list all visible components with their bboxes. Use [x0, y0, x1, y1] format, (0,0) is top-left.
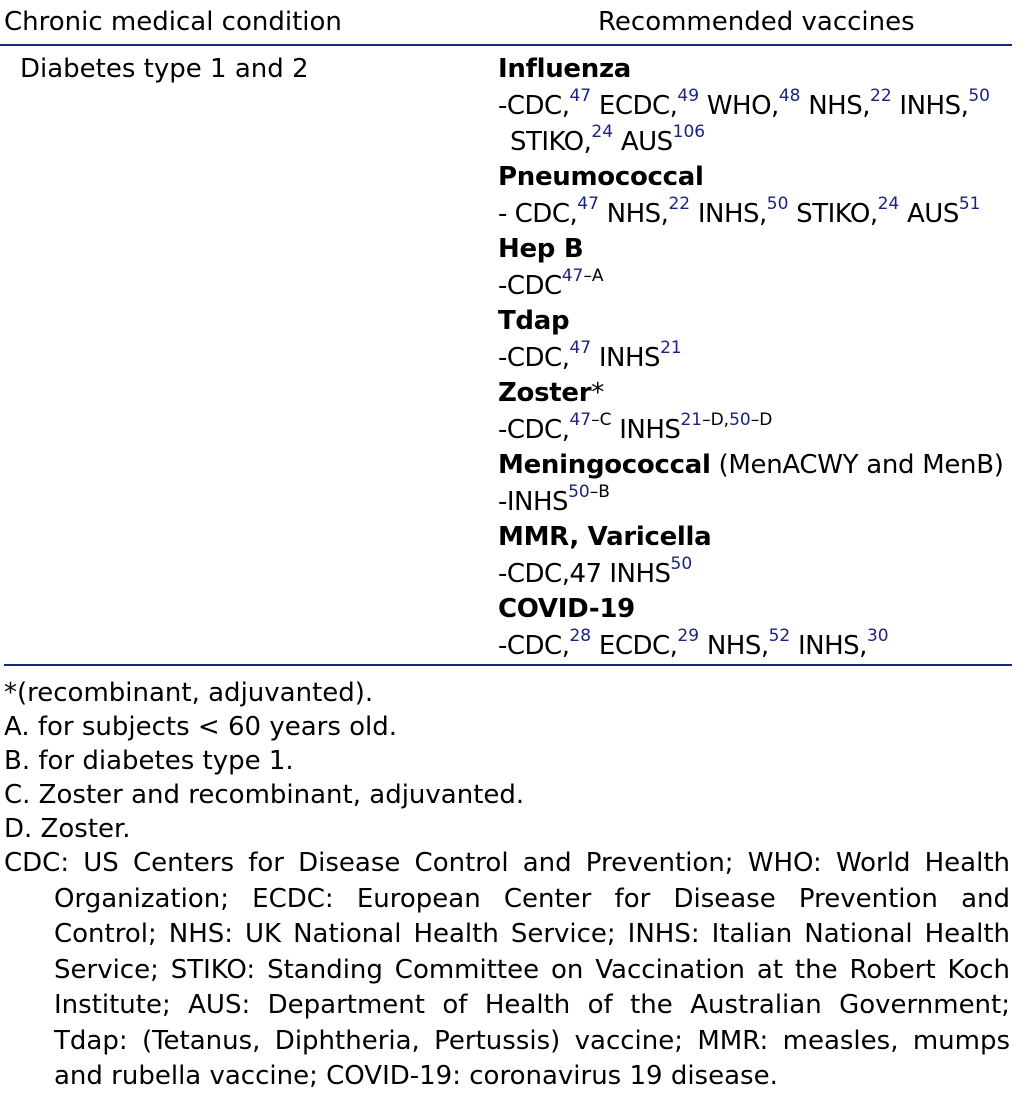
source-agency: -CDC,	[498, 415, 570, 445]
source-agency: NHS,	[699, 631, 769, 661]
footnote-c: C. Zoster and recombinant, adjuvanted.	[4, 780, 525, 810]
vaccine-name	[498, 592, 1010, 628]
footnote-marker: –A	[583, 266, 604, 287]
source-agency: INHS	[591, 343, 661, 373]
reference-link[interactable]: 21	[660, 338, 682, 359]
footnote-marker: –B	[589, 482, 610, 503]
reference-link[interactable]: 52	[768, 626, 791, 647]
vaccine-name-text: Tdap	[498, 306, 570, 336]
source-agency: -CDC	[498, 271, 562, 301]
vaccine-name	[498, 232, 1010, 268]
source-agency: -CDC,	[498, 631, 570, 661]
vaccines-cell	[498, 52, 1010, 664]
reference-link[interactable]: 50	[568, 482, 590, 503]
reference-link[interactable]: 30	[866, 626, 889, 647]
reference-link[interactable]: 48	[778, 86, 801, 107]
vaccine-name	[498, 376, 1010, 412]
reference-link[interactable]: 50	[729, 410, 751, 431]
source-agency: WHO,	[699, 91, 779, 121]
source-agency: INHS	[611, 415, 681, 445]
source-agency: STIKO,	[510, 127, 592, 157]
vaccine-name-suffix: *	[591, 378, 604, 408]
reference-link[interactable]: 47	[569, 410, 592, 431]
source-agency: STIKO,	[788, 199, 878, 229]
source-agency: -INHS	[498, 487, 569, 517]
vaccine-sources-line	[498, 268, 1010, 304]
vaccine-name-text: Influenza	[498, 54, 632, 84]
reference-link[interactable]: 51	[958, 194, 981, 215]
vaccine-name-text: MMR, Varicella	[498, 522, 712, 552]
reference-link[interactable]: 22	[870, 86, 892, 107]
table-notes	[4, 676, 1010, 1095]
reference-link[interactable]: 47	[569, 338, 592, 359]
reference-link[interactable]: 21	[680, 410, 703, 431]
vaccine-name	[498, 160, 1010, 196]
source-agency: -CDC,	[498, 91, 570, 121]
vaccine-sources-line	[498, 88, 1010, 124]
table-header-row	[0, 0, 1012, 46]
table-bottom-rule	[4, 664, 1012, 666]
reference-link[interactable]: 106	[672, 122, 706, 143]
footnote-b: B. for diabetes type 1.	[4, 746, 294, 776]
footnote-marker: –D	[750, 410, 773, 431]
vaccine-name-text: Hep B	[498, 234, 584, 264]
reference-link[interactable]: 50	[670, 554, 693, 575]
vaccine-name-text: Meningococcal	[498, 450, 711, 480]
footnote-asterisk: *(recombinant, adjuvanted).	[4, 678, 374, 708]
footnote-marker: –C	[591, 410, 612, 431]
vaccine-name	[498, 304, 1010, 340]
reference-link[interactable]: 24	[591, 122, 614, 143]
abbreviations-note: CDC: US Centers for Disease Control and Prevention; WHO: World Health Organization; ECDC: European Center for Disease Prevention and Control; NHS: UK National Health Service; INHS: Italian National Health Service; STIKO: Standing Committee on Vaccination at the Robert Koch Institute; AUS: Department of Health of the Australian Government; Tdap: (Tetanus, Diphtheria, Pertussis) vaccine; MMR: measles, mumps and rubella vaccine; COVID-19: coronavirus 19 disease.	[4, 848, 1010, 1091]
vaccine-sources-line	[498, 412, 1010, 448]
source-agency: - CDC,	[498, 199, 578, 229]
source-agency: ECDC,	[591, 91, 678, 121]
reference-link[interactable]: 49	[677, 86, 700, 107]
vaccine-name	[498, 520, 1010, 556]
reference-link[interactable]: 47	[561, 266, 584, 287]
footnote-marker: –D,	[702, 410, 730, 431]
reference-link[interactable]: 24	[877, 194, 900, 215]
reference-link[interactable]: 50	[766, 194, 789, 215]
footnote-a: A. for subjects < 60 years old.	[4, 712, 398, 742]
reference-link[interactable]: 47	[577, 194, 599, 215]
header-vaccines: Recommended vaccines	[598, 7, 915, 37]
reference-link[interactable]: 50	[968, 86, 990, 107]
source-agency: AUS	[899, 199, 959, 229]
source-agency: INHS,	[891, 91, 969, 121]
reference-link[interactable]: 47	[569, 86, 592, 107]
source-agency: -CDC,47 INHS	[498, 559, 671, 589]
vaccine-sources-line	[498, 556, 1010, 592]
vaccine-sources-line	[498, 196, 1010, 232]
vaccine-name-text: Pneumococcal	[498, 162, 704, 192]
vaccine-sources-line	[498, 124, 1010, 160]
source-agency: ECDC,	[591, 631, 678, 661]
source-agency: -CDC,	[498, 343, 570, 373]
source-agency: NHS,	[800, 91, 871, 121]
vaccine-name	[498, 52, 1010, 88]
vaccine-name-text: COVID-19	[498, 594, 635, 624]
source-agency: INHS,	[790, 631, 867, 661]
footnote-d: D. Zoster.	[4, 814, 131, 844]
source-agency: NHS,	[598, 199, 669, 229]
header-condition: Chronic medical condition	[4, 7, 342, 37]
condition-cell: Diabetes type 1 and 2	[20, 54, 309, 84]
reference-link[interactable]: 29	[677, 626, 700, 647]
vaccine-sources-line	[498, 340, 1010, 376]
reference-link[interactable]: 28	[569, 626, 592, 647]
source-agency: AUS	[613, 127, 673, 157]
vaccine-sources-line	[498, 484, 1010, 520]
source-agency: INHS,	[690, 199, 767, 229]
vaccine-name-text: Zoster	[498, 378, 592, 408]
reference-link[interactable]: 22	[668, 194, 691, 215]
vaccine-name	[498, 448, 1010, 484]
vaccine-sources-line	[498, 628, 1010, 664]
vaccine-name-suffix: (MenACWY and MenB)	[710, 450, 1004, 480]
